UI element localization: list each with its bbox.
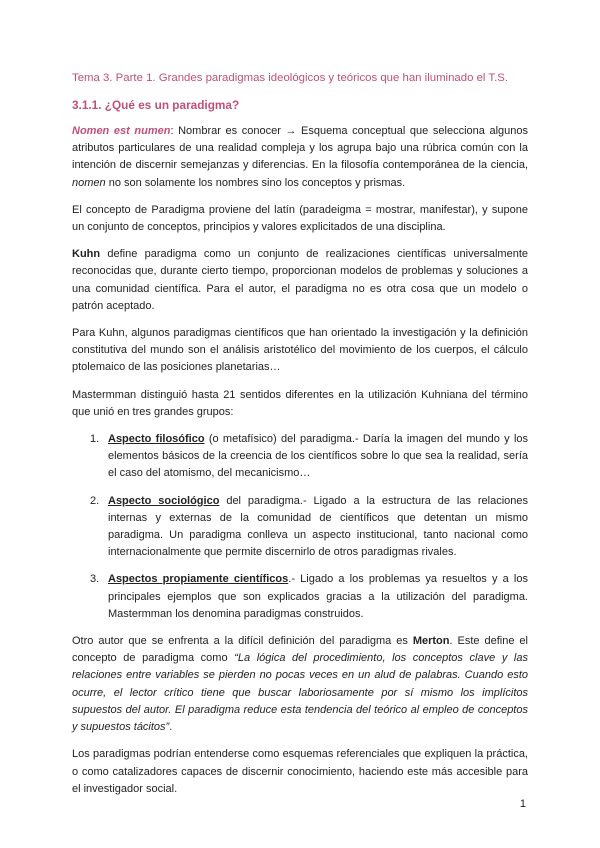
paragraph-text: : Nombrar es conocer → Esquema conceptual que selecciona algunos atributos particulares de una realidad compleja y los agrupa bajo una rúbrica común con la intención de discernir semejanzas y diferencias. En la filosofía contemporánea de la ciencia, — [72, 125, 528, 172]
list-item-number: 2. — [90, 494, 100, 507]
page-number: 1 — [519, 798, 526, 810]
list-item — [72, 431, 528, 483]
paragraph-text: . — [169, 721, 173, 734]
list-item-text: del paradigma.- Ligado a la estructura de las relaciones internas y externas de la comunidad de científicos que detentan un mismo paradigma. Un paradigma conlleva un aspecto institucional, tanto nacional como internacionalmente que permite discernirlo de otros paradigmas rivales. — [108, 494, 528, 559]
list-item-number: 1. — [90, 433, 100, 446]
paragraph-merton — [72, 633, 528, 736]
merton-quote: “La lógica del procedimiento, los conceptos clave y las relaciones entre variables se pierden no pocas veces en un alud de palabras. Cuando esto ocurre, el lector crítico tiene que buscar laboriosamente por sí mismo los implícitos supuestos del autor. El paradigma reduce esta tendencia del teórico al empleo de conceptos y supuestos tácitos” — [72, 652, 528, 734]
paragraph-conclusion: Los paradigmas podrían entenderse como esquemas referenciales que expliquen la práctica, o como catalizadores capaces de discernir conocimiento, haciendo este más accesible para el investigador social. — [72, 748, 528, 795]
list-item-heading: Aspecto sociológico — [108, 494, 220, 507]
paragraph-kuhn-examples: Para Kuhn, algunos paradigmas científicos que han orientado la investigación y la definición constitutiva del mundo son el análisis aristotélico del movimiento de los cuerpos, el cálculo ptolemaico de las posiciones planetarias… — [72, 327, 528, 374]
list-item-number: 3. — [90, 573, 100, 586]
paragraph-kuhn-definition — [72, 246, 528, 315]
paragraph-nomen — [72, 123, 528, 192]
section-heading: 3.1.1. ¿Qué es un paradigma? — [72, 98, 240, 112]
document-page — [72, 72, 528, 808]
list-item — [72, 571, 528, 623]
merton-name: Merton — [412, 635, 450, 648]
document-title: Tema 3. Parte 1. Grandes paradigmas ideológicos y teóricos que han iluminado el T.S. — [72, 72, 509, 84]
list-item — [72, 493, 528, 562]
paragraph-text: . Este define el concepto de paradigma como — [72, 635, 528, 665]
list-item-heading: Aspecto filosófico — [108, 433, 205, 446]
nomen-term: nomen — [72, 176, 106, 189]
paragraph-text: no son solamente los nombres sino los conceptos y prismas. — [105, 176, 406, 189]
kuhn-name: Kuhn — [72, 248, 101, 261]
paragraph-text: Otro autor que se enfrenta a la difícil definición del paradigma es — [72, 635, 413, 648]
list-item-text: (o metafísico) del paradigma.- Daría la imagen del mundo y los elementos básicos de la creencia de los científicos sobre lo que sea la realidad, sería el caso del atomismo, del mecanicismo… — [108, 433, 529, 480]
nomen-est-numen-term: Nomen est numen — [72, 125, 171, 137]
list-item-heading: Aspectos propiamente científicos — [108, 573, 289, 586]
paragraph-etymology: El concepto de Paradigma proviene del latín (paradeigma = mostrar, manifestar), y supone un conjunto de conceptos, principios y valores explicitados de una disciplina. — [72, 203, 528, 234]
aspects-list — [72, 431, 528, 623]
paragraph-mastermman: Mastermman distinguió hasta 21 sentidos diferentes en la utilización Kuhniana del término que unió en tres grandes grupos: — [72, 388, 528, 418]
list-item-text: .- Ligado a los problemas ya resueltos y a los principales ejemplos que son explicados gracias a la utilización del paradigma. Mastermman los denomina paradigmas construidos. — [108, 573, 528, 620]
paragraph-text: define paradigma como un conjunto de realizaciones científicas universalmente reconocidas que, durante cierto tiempo, proporcionan modelos de problemas y soluciones a una comunidad científica. Para el autor, el paradigma no es otra cosa que un modelo o patrón aceptado. — [72, 248, 528, 312]
